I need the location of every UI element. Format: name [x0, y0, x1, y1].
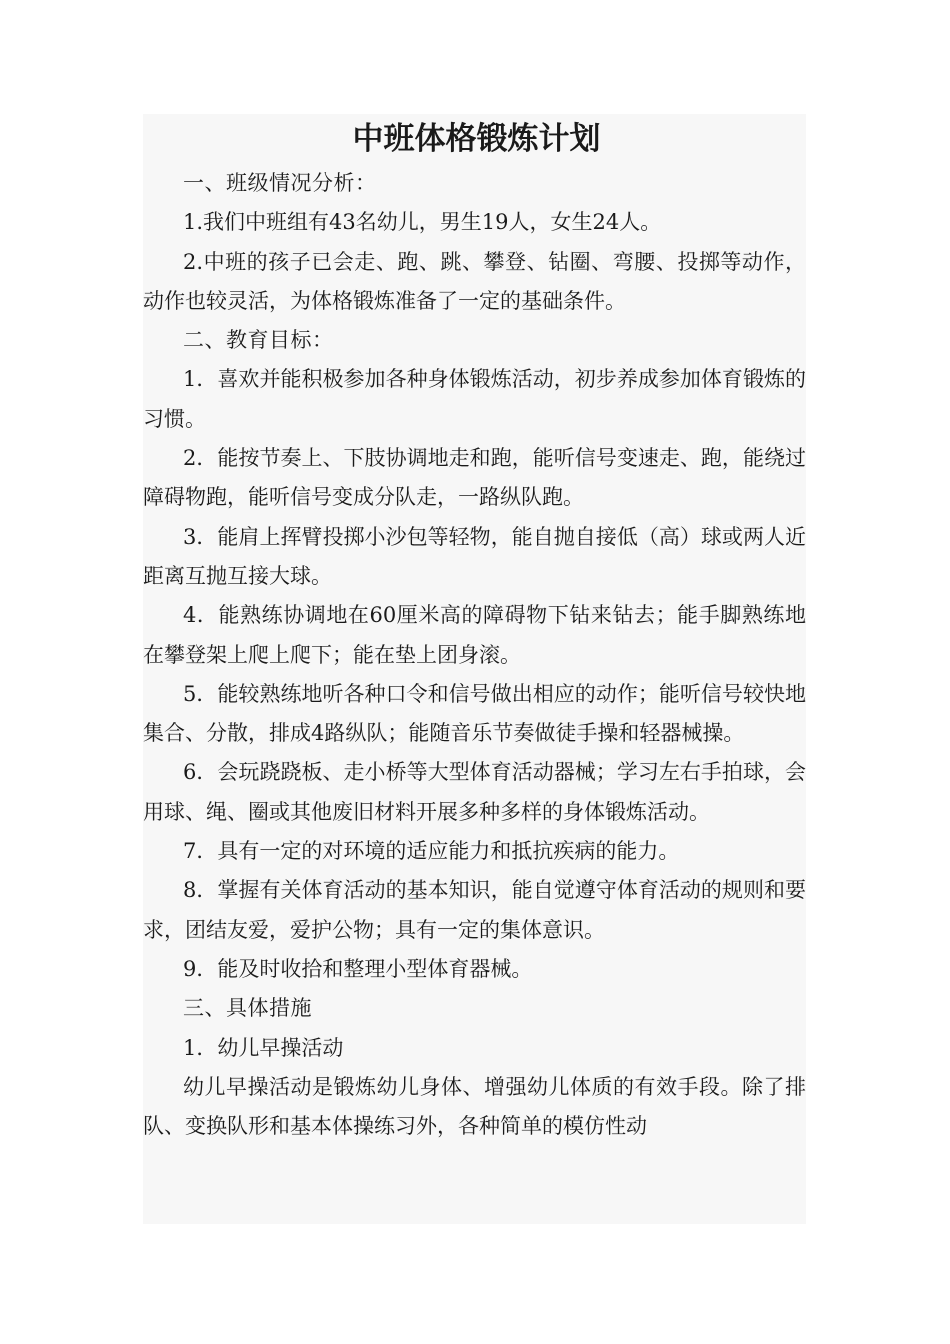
goal-item: 6．会玩跷跷板、走小桥等大型体育活动器械；学习左右手拍球，会用球、绳、圈或其他废旧材料开展多种多样的身体锻炼活动。	[143, 760, 806, 824]
goal-item: 3．能肩上挥臂投掷小沙包等轻物，能自抛自接低（高）球或两人近距离互抛互接大球。	[143, 524, 806, 588]
goal-item: 4．能熟练协调地在60厘米高的障碍物下钻来钻去；能手脚熟练地在攀登架上爬上爬下；能在垫上团身滚。	[143, 603, 806, 667]
document-title: 中班体格锻炼计划	[352, 121, 601, 157]
goal-item: 2．能按节奏上、下肢协调地走和跑，能听信号变速走、跑，能绕过障碍物跑，能听信号变成分队走，一路纵队跑。	[143, 446, 806, 510]
goal-item: 1．喜欢并能积极参加各种身体锻炼活动，初步养成参加体育锻炼的习惯。	[143, 367, 806, 431]
paragraph: 2.中班的孩子已会走、跑、跳、攀登、钻圈、弯腰、投掷等动作，动作也较灵活，为体格锻炼准备了一定的基础条件。	[143, 249, 806, 313]
goal-item: 5．能较熟练地听各种口令和信号做出相应的动作；能听信号较快地集合、分散，排成4路纵队；能随音乐节奏做徒手操和轻器械操。	[143, 681, 806, 746]
section-heading: 一、班级情况分析：	[183, 171, 377, 195]
goal-item: 7．具有一定的对环境的适应能力和抵抗疾病的能力。	[183, 839, 680, 864]
goal-item: 8．掌握有关体育活动的基本知识，能自觉遵守体育活动的规则和要求，团结友爱，爱护公物；具有一定的集体意识。	[143, 878, 806, 942]
document-page	[143, 114, 806, 1224]
goal-item: 9．能及时收拾和整理小型体育器械。	[183, 956, 533, 981]
section-heading: 三、具体措施	[183, 996, 312, 1021]
section-heading: 二、教育目标：	[183, 328, 334, 353]
subsection-heading: 1．幼儿早操活动	[183, 1035, 344, 1060]
paragraph: 1.我们中班组有43名幼儿，男生19人，女生24人。	[183, 210, 662, 235]
paragraph: 幼儿早操活动是锻炼幼儿身体、增强幼儿体质的有效手段。除了排队、变换队形和基本体操练习外，各种简单的模仿性动	[143, 1074, 806, 1139]
